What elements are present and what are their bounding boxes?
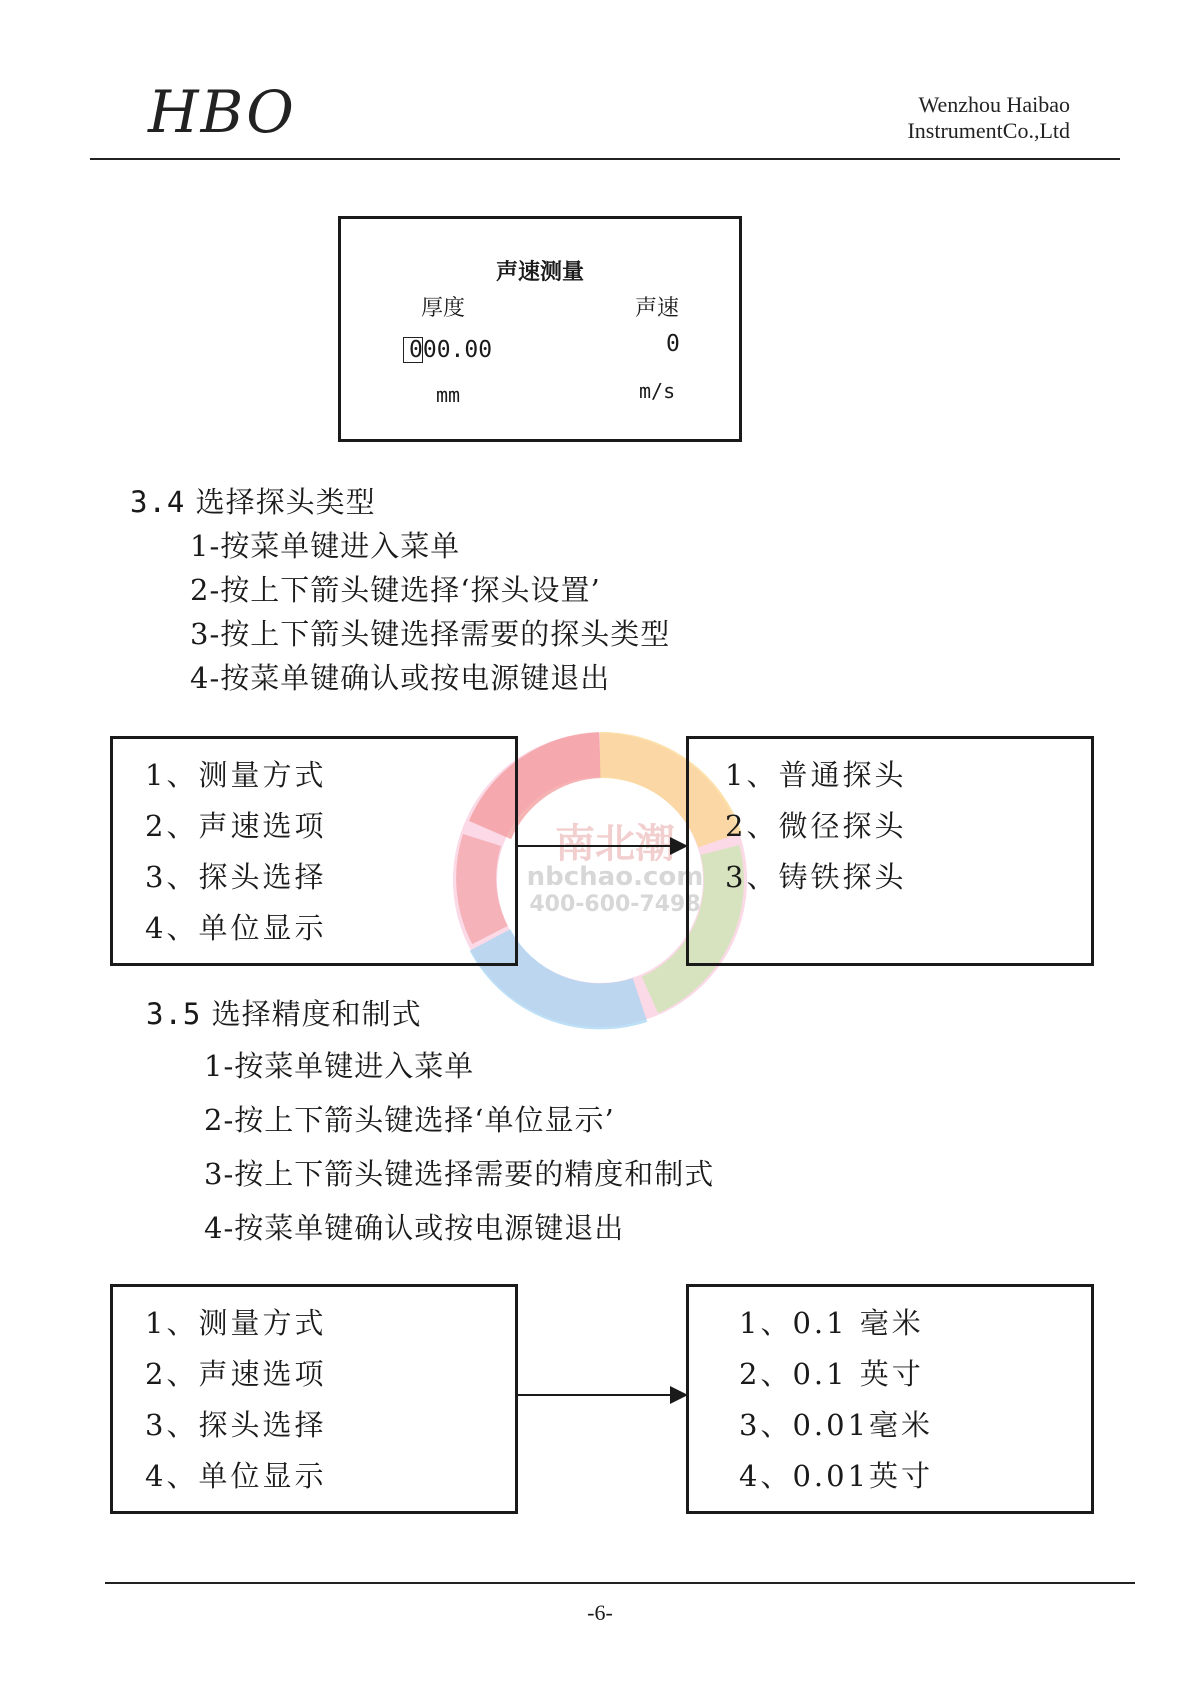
lcd-title: 声速测量 — [495, 259, 584, 285]
section-3-5-heading — [146, 992, 422, 1033]
menu-item: 1、测量方式 — [145, 758, 327, 792]
lcd-thickness-label: 厚度 — [421, 296, 466, 321]
section-3-5-step: 4-按菜单键确认或按电源键退出 — [204, 1211, 625, 1245]
section-title: 选择精度和制式 — [211, 997, 422, 1031]
lcd-velocity-value: 0 — [666, 331, 680, 357]
section-3-4-step: 1-按菜单键进入菜单 — [190, 529, 461, 563]
main-menu-box — [110, 1284, 518, 1514]
section-3-4-step: 4-按菜单键确认或按电源键退出 — [190, 661, 611, 695]
page-number: -6- — [587, 1600, 613, 1625]
submenu-item: 1、0.1 毫米 — [739, 1306, 924, 1340]
company-name-line1: Wenzhou Haibao — [918, 92, 1070, 117]
section-3-5-step: 2-按上下箭头键选择‘单位显示’ — [204, 1103, 615, 1137]
header-divider — [90, 158, 1120, 160]
submenu-item: 1、普通探头 — [725, 758, 907, 792]
section-3-5-step: 3-按上下箭头键选择需要的精度和制式 — [204, 1157, 715, 1191]
company-logo: HBO — [148, 78, 296, 146]
arrow-line — [518, 1394, 678, 1396]
submenu-item: 4、0.01英寸 — [739, 1459, 934, 1493]
menu-item: 3、探头选择 — [145, 860, 327, 894]
watermark-phone: 400-600-7498 — [529, 892, 701, 917]
company-name — [907, 92, 1070, 144]
watermark-site: nbchao.com — [526, 862, 704, 892]
menu-item: 2、声速选项 — [145, 809, 327, 843]
lcd-thickness-unit: mm — [436, 383, 461, 407]
section-number: 3.5 — [146, 997, 202, 1031]
main-menu-box — [110, 736, 518, 966]
footer-divider — [105, 1582, 1135, 1584]
arrow-line — [518, 845, 678, 847]
section-3-4-step: 3-按上下箭头键选择需要的探头类型 — [190, 617, 671, 651]
section-number: 3.4 — [130, 485, 186, 519]
menu-item: 1、测量方式 — [145, 1306, 327, 1340]
menu-item: 4、单位显示 — [145, 1459, 327, 1493]
lcd-screen — [338, 216, 742, 442]
submenu-item: 3、0.01毫米 — [739, 1408, 934, 1442]
unit-submenu-box — [686, 1284, 1094, 1514]
submenu-item: 3、铸铁探头 — [725, 860, 907, 894]
submenu-item: 2、微径探头 — [725, 809, 907, 843]
menu-item: 4、单位显示 — [145, 911, 327, 945]
lcd-velocity-label: 声速 — [635, 296, 680, 321]
company-name-line2: InstrumentCo.,Ltd — [907, 118, 1070, 143]
probe-submenu-box — [686, 736, 1094, 966]
lcd-thickness-value: 000.00 — [409, 337, 493, 363]
section-3-5-step: 1-按菜单键进入菜单 — [204, 1049, 475, 1083]
menu-item: 3、探头选择 — [145, 1408, 327, 1442]
section-3-4-step: 2-按上下箭头键选择‘探头设置’ — [190, 573, 601, 607]
lcd-velocity-unit: m/s — [639, 379, 676, 403]
watermark-brand: 南北潮 — [555, 821, 675, 867]
menu-item: 2、声速选项 — [145, 1357, 327, 1391]
section-3-4-heading — [130, 480, 376, 521]
section-title: 选择探头类型 — [195, 485, 376, 519]
submenu-item: 2、0.1 英寸 — [739, 1357, 924, 1391]
